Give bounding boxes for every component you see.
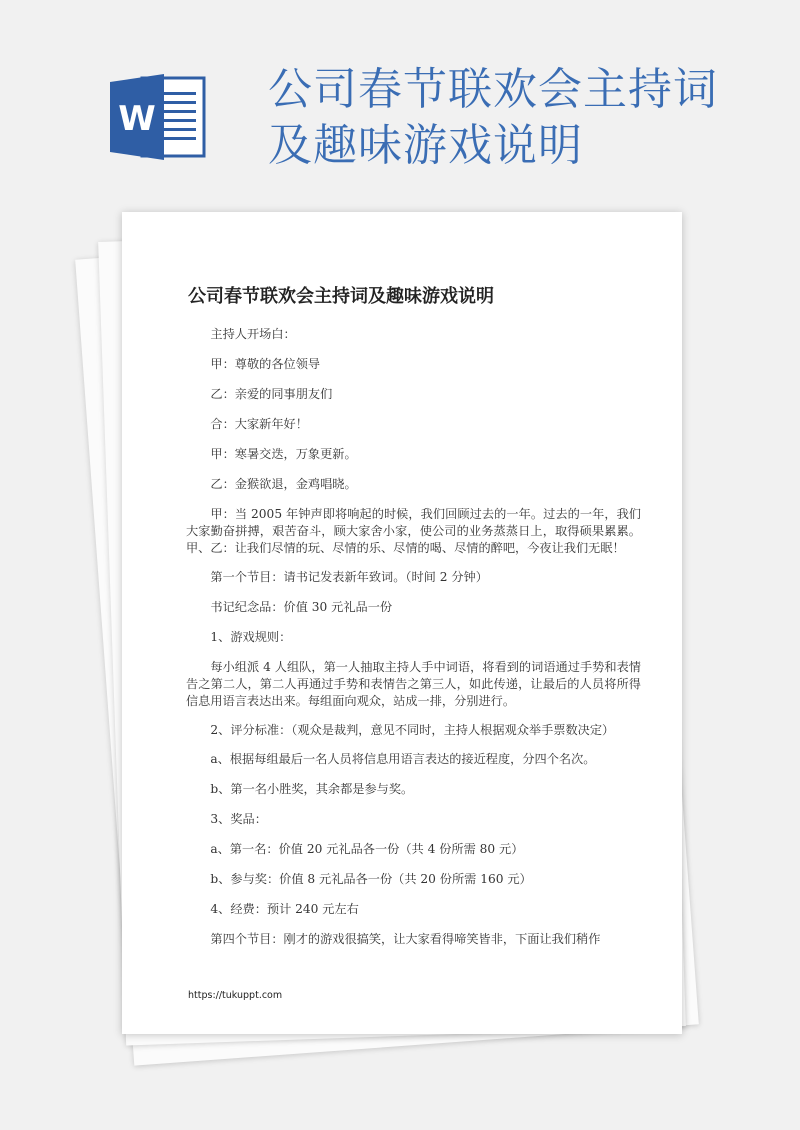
document-title: 公司春节联欢会主持词及趣味游戏说明 [188,286,494,307]
word-document-icon [108,72,208,162]
paragraph: 甲：当 2005 年钟声即将响起的时候，我们回顾过去的一年。过去的一年，我们大家勤奋拼搏，艰苦奋斗，顾大家舍小家，使公司的业务蒸蒸日上，取得硕果累累。 甲、乙：让我们尽情的玩、尽情的乐、尽情的喝、尽情的醉吧，今夜让我们无眠！ [186,507,641,555]
banner-title-line-2: 及趣味游戏说明 [268,120,583,171]
document-body [186,326,641,961]
paragraph: 2、评分标准：（观众是裁判，意见不同时，主持人根据观众举手票数决定） [210,723,615,737]
paragraph: a、第一名：价值 20 元礼品各一份（共 4 份所需 80 元） [210,842,524,856]
paragraph: b、参与奖：价值 8 元礼品各一份（共 20 份所需 160 元） [210,872,532,886]
paragraph: 甲：尊敬的各位领导 [210,357,321,371]
paragraph: 书记纪念品：价值 30 元礼品一份 [210,600,393,614]
paragraph: 乙：亲爱的同事朋友们 [210,387,333,401]
banner-title [268,62,788,174]
paragraph: a、根据每组最后一名人员将信息用语言表达的接近程度，分四个名次。 [210,752,596,766]
paragraph: 主持人开场白： [210,327,296,341]
paragraph: 合：大家新年好！ [210,417,308,431]
paragraph: b、第一名小胜奖，其余都是参与奖。 [210,782,414,796]
paragraph: 第四个节目：刚才的游戏很搞笑，让大家看得啼笑皆非，下面让我们稍作 [210,932,601,946]
paragraph: 4、经费：预计 240 元左右 [210,902,359,916]
document-page [122,212,682,1034]
footer-url: https://tukuppt.com [188,990,283,1001]
banner-title-line-1: 公司春节联欢会主持词 [268,64,718,115]
paragraph: 每小组派 4 人组队，第一人抽取主持人手中词语，将看到的词语通过手势和表情告之第二人，第二人再通过手势和表情告之第三人，如此传递，让最后的人员将所得信息用语言表达出来。每组面向观众，站成一排，分别进行。 [186,660,641,708]
paragraph: 乙：金猴欲退，金鸡唱晓。 [210,477,357,491]
word-logo-letter: W [118,99,156,139]
paragraph: 第一个节目：请书记发表新年致词。（时间 2 分钟） [210,570,488,584]
paragraph: 3、奖品： [210,812,267,826]
paragraph: 甲：寒暑交迭，万象更新。 [210,447,357,461]
paragraph: 1、游戏规则： [210,630,292,644]
